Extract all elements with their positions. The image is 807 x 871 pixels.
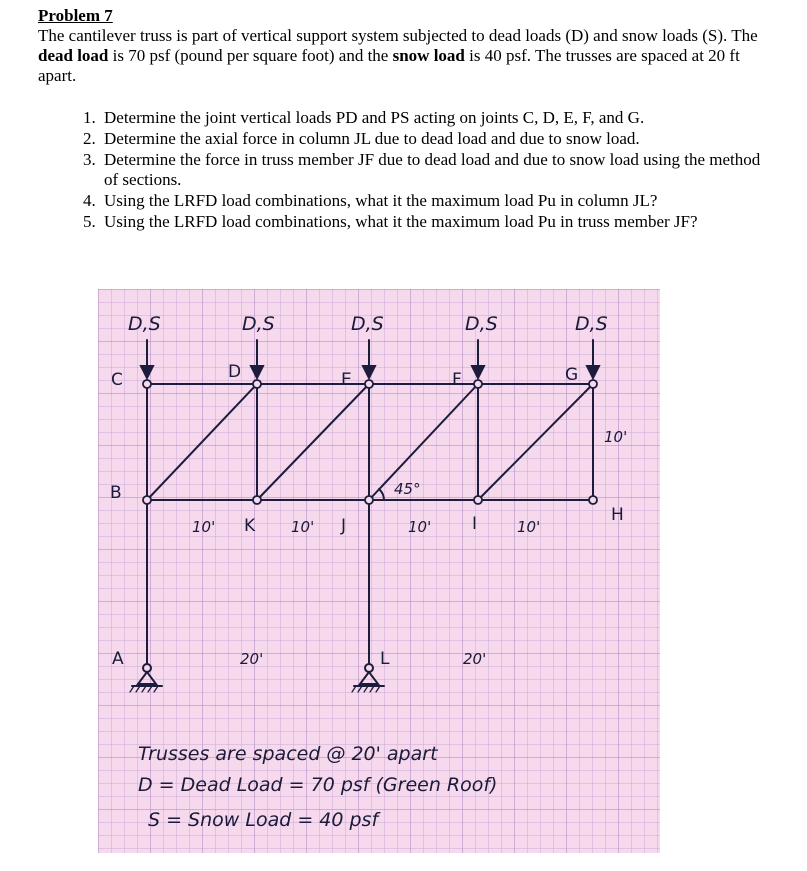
intro-dead-load: dead load [38,46,109,65]
node-d [253,380,261,388]
load-label-f: D,S [465,313,498,335]
question-4: 4. Using the LRFD load combinations, what it the maximum load Pu in column JL? [100,191,778,211]
load-label-d: D,S [242,313,275,335]
dim-panel-2: 10' [291,518,315,536]
load-label-e: D,S [351,313,384,335]
load-label-g: D,S [575,313,608,335]
label-d: D [228,362,242,382]
load-label-c: D,S [128,313,161,335]
node-f [474,380,482,388]
label-f: F [452,370,462,390]
label-h: H [611,505,624,525]
dim-panel-4: 10' [517,518,541,536]
label-a: A [112,649,124,669]
intro-part-1: The cantilever truss is part of vertical support system subjected to dead loads (D) and snow loads (S). The [38,26,758,45]
node-b [143,496,151,504]
label-g: G [565,365,579,385]
note-snow-load: S = Snow Load = 40 psf [148,809,379,831]
node-k [253,496,261,504]
node-e [365,380,373,388]
label-e: E [341,370,352,390]
label-b: B [110,483,122,503]
dim-span-right: 20' [463,650,487,668]
dim-angle: 45° [394,480,421,498]
problem-title: Problem 7 [38,6,113,25]
label-l: L [380,649,390,669]
note-dead-load: D = Dead Load = 70 psf (Green Roof) [138,774,498,796]
dim-span-left: 20' [240,650,264,668]
node-j [365,496,373,504]
intro-part-3: is 70 psf (pound per square foot) and the [108,46,393,65]
question-3: 3. Determine the force in truss member JF due to dead load and due to snow load using the method of sections. [100,150,778,190]
question-2: 2. Determine the axial force in column JL due to dead load and due to snow load. [100,129,778,149]
label-k: K [244,516,256,536]
node-c [143,380,151,388]
label-i: I [472,514,478,534]
note-spacing: Trusses are spaced @ 20' apart [138,743,438,765]
dim-panel-3: 10' [408,518,432,536]
dim-height: 10' [604,428,628,446]
question-1: 1. Determine the joint vertical loads PD and PS acting on joints C, D, E, F, and G. [100,108,778,128]
label-j: J [341,516,347,536]
question-5: 5. Using the LRFD load combinations, what it the maximum load Pu in truss member JF? [100,212,778,232]
intro-part-5: is 40 psf. The trusses are spaced at 20 ft apart. [38,46,740,85]
label-c: C [111,370,123,390]
node-h [589,496,597,504]
node-g [589,380,597,388]
node-i [474,496,482,504]
intro-snow-load: snow load [392,46,465,65]
dim-panel-1: 10' [192,518,216,536]
